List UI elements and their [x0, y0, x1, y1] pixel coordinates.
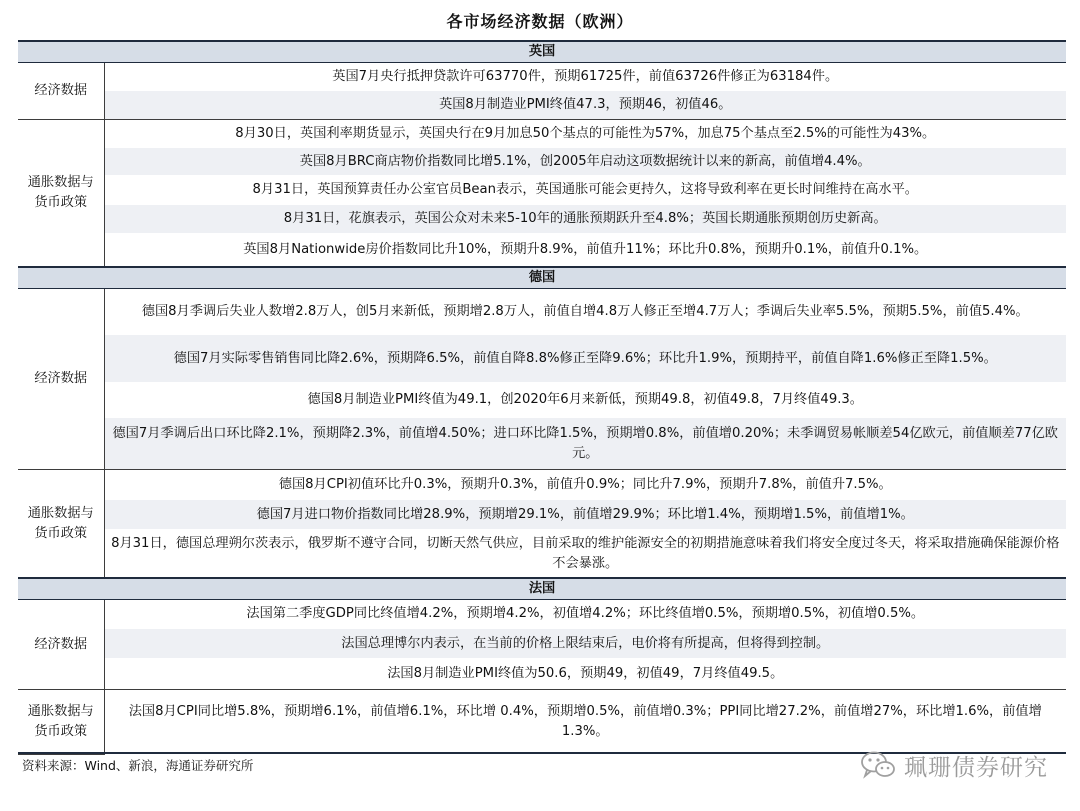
category-label: 通胀数据与货币政策	[18, 120, 104, 268]
category-label: 通胀数据与货币政策	[18, 690, 104, 755]
table-row	[18, 176, 1066, 205]
list-item: 德国8月季调后失业人数增2.8万人，创5月来新低，预期增2.8万人，前值自增4.8万人修正至增4.7万人；季调后失业率5.5%，预期5.5%，前值5.4%。	[104, 289, 1066, 335]
list-item: 德国8月制造业PMI终值为49.1，创2020年6月来新低，预期49.8，初值49.8，7月终值49.3。	[104, 383, 1066, 418]
wechat-icon	[860, 750, 896, 780]
section-header-germany	[18, 267, 1066, 289]
list-item: 8月30日，英国利率期货显示，英国央行在9月加息50个基点的可能性为57%，加息75个基点至2.5%的可能性为43%。	[104, 120, 1066, 148]
table-row	[18, 205, 1066, 234]
section-title: 法国	[18, 578, 1066, 600]
data-table	[18, 40, 1066, 755]
section-header-france	[18, 578, 1066, 600]
table-row	[18, 234, 1066, 268]
table-row	[18, 530, 1066, 579]
table-row	[18, 91, 1066, 120]
table-row	[18, 600, 1066, 629]
list-item: 德国7月季调后出口环比降2.1%，预期降2.3%，前值增4.50%；进口环比降1.5%，预期增0.8%，前值增0.20%；未季调贸易帐顺差54亿欧元，前值顺差77亿欧元。	[104, 418, 1066, 470]
list-item: 法国8月CPI同比增5.8%，预期增6.1%，前值增6.1%，环比增 0.4%，预期增0.5%，前值增0.3%；PPI同比增27.2%，前值增27%，环比增1.6%，前值增1.3%。	[104, 690, 1066, 755]
table-row	[18, 418, 1066, 470]
list-item: 法国8月制造业PMI终值为50.6，预期49，初值49，7月终值49.5。	[104, 659, 1066, 690]
section-header-uk	[18, 41, 1066, 63]
section-title: 英国	[18, 41, 1066, 63]
table-row	[18, 63, 1066, 91]
list-item: 德国7月进口物价指数同比增28.9%，预期增29.1%，前值增29.9%；环比增1.4%，预期增1.5%，前值增1%。	[104, 500, 1066, 530]
list-item: 英国8月Nationwide房价指数同比升10%，预期升8.9%，前值升11%；环比升0.8%，预期升0.1%，前值升0.1%。	[104, 234, 1066, 268]
table-row	[18, 629, 1066, 659]
table-row	[18, 383, 1066, 418]
source-note: 资料来源：Wind、新浪，海通证券研究所	[22, 758, 254, 773]
list-item: 8月31日，英国预算责任办公室官员Bean表示，英国通胀可能会更持久，这将导致利率在更长时间维持在高水平。	[104, 176, 1066, 205]
list-item: 法国第二季度GDP同比终值增4.2%，预期增4.2%，初值增4.2%；环比终值增0.5%，预期增0.5%，初值增0.5%。	[104, 600, 1066, 629]
table-row	[18, 470, 1066, 500]
table-row	[18, 335, 1066, 383]
list-item: 德国8月CPI初值环比升0.3%，预期升0.3%，前值升0.9%；同比升7.9%，预期升7.8%，前值升7.5%。	[104, 470, 1066, 500]
list-item: 英国7月央行抵押贷款许可63770件，预期61725件，前值63726件修正为63184件。	[104, 63, 1066, 91]
table-row	[18, 148, 1066, 176]
category-label: 通胀数据与货币政策	[18, 470, 104, 579]
watermark-text: 珮珊债券研究	[904, 754, 1048, 781]
page-title: 各市场经济数据（欧洲）	[446, 12, 634, 31]
list-item: 法国总理博尔内表示，在当前的价格上限结束后，电价将有所提高，但将得到控制。	[104, 629, 1066, 659]
list-item: 8月31日，花旗表示，英国公众对未来5-10年的通胀预期跃升至4.8%；英国长期通胀预期创历史新高。	[104, 205, 1066, 234]
section-title: 德国	[18, 267, 1066, 289]
list-item: 英国8月制造业PMI终值47.3，预期46，初值46。	[104, 91, 1066, 120]
table-row	[18, 659, 1066, 690]
category-label: 经济数据	[18, 63, 104, 120]
watermark	[860, 748, 1048, 782]
table-row	[18, 289, 1066, 335]
list-item: 英国8月BRC商店物价指数同比增5.1%，创2005年启动这项数据统计以来的新高，前值增4.4%。	[104, 148, 1066, 176]
list-item: 德国7月实际零售销售同比降2.6%，预期降6.5%，前值自降8.8%修正至降9.6%；环比升1.9%，预期持平，前值自降1.6%修正至降1.5%。	[104, 335, 1066, 383]
table-row	[18, 120, 1066, 148]
table-row	[18, 690, 1066, 755]
category-label: 经济数据	[18, 289, 104, 470]
category-label: 经济数据	[18, 600, 104, 690]
table-row	[18, 500, 1066, 530]
list-item: 8月31日，德国总理朔尔茨表示，俄罗斯不遵守合同，切断天然气供应，目前采取的维护能源安全的初期措施意味着我们将安全度过冬天，将采取措施确保能源价格不会暴涨。	[104, 530, 1066, 579]
